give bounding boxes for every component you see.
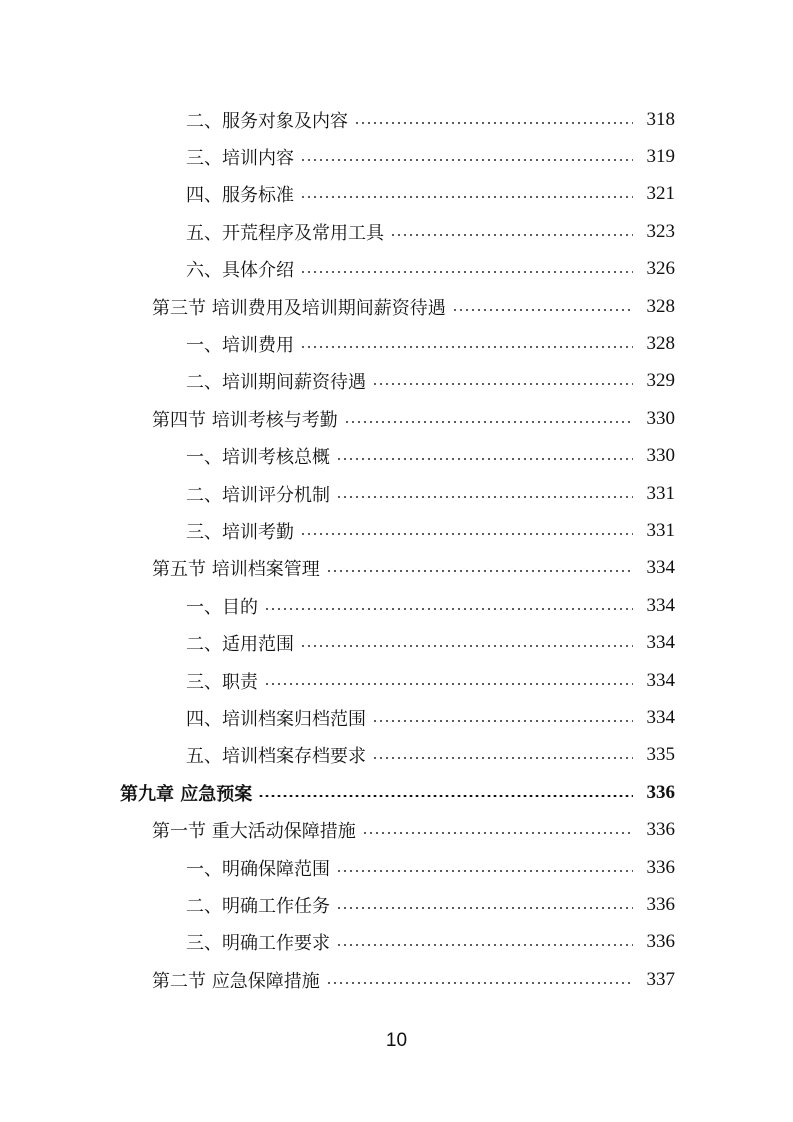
dot-leader [372, 720, 633, 722]
toc-entry[interactable] [0, 138, 793, 175]
toc-entry-label: 一、培训考核总概 [186, 447, 330, 469]
dot-leader [300, 346, 633, 348]
toc-entry-page: 334 [646, 669, 675, 691]
dot-leader [326, 982, 633, 984]
dot-leader [344, 421, 633, 423]
toc-entry-page: 334 [646, 594, 675, 616]
toc-entry[interactable] [0, 624, 793, 661]
dot-leader [326, 570, 633, 572]
dot-leader [264, 608, 633, 610]
toc-entry[interactable] [0, 924, 793, 961]
dot-leader [390, 234, 633, 236]
dot-leader [300, 196, 633, 198]
toc-entry-page: 336 [646, 931, 675, 953]
toc-section-entry[interactable] [0, 961, 793, 998]
toc-section-entry[interactable] [0, 288, 793, 325]
dot-leader [336, 944, 633, 946]
toc-entry[interactable] [0, 475, 793, 512]
toc-entry-label: 二、明确工作任务 [186, 895, 330, 917]
toc-chapter-entry[interactable] [0, 774, 793, 811]
toc-entry[interactable] [0, 587, 793, 624]
toc-entry-label: 五、开荒程序及常用工具 [186, 222, 384, 244]
toc-entry-label: 三、职责 [186, 671, 258, 693]
dot-leader [372, 757, 633, 759]
dot-leader [264, 683, 633, 685]
toc-section-entry[interactable] [0, 811, 793, 848]
dot-leader [354, 122, 633, 124]
toc-entry-page: 331 [646, 482, 675, 504]
toc-entry-label: 第九章 应急预案 [120, 783, 253, 805]
toc-entry[interactable] [0, 363, 793, 400]
toc-entry-page: 337 [646, 968, 675, 990]
toc-entry[interactable] [0, 101, 793, 138]
toc-section-entry[interactable] [0, 550, 793, 587]
dot-leader [300, 533, 633, 535]
toc-entry[interactable] [0, 512, 793, 549]
toc-entry-page: 323 [646, 220, 675, 242]
toc-entry-label: 第一节 重大活动保障措施 [152, 821, 356, 843]
toc-entry-label: 三、明确工作要求 [186, 933, 330, 955]
toc-entry-page: 336 [646, 856, 675, 878]
toc-entry-label: 二、适用范围 [186, 634, 294, 656]
dot-leader [258, 794, 633, 797]
dot-leader [362, 832, 633, 834]
toc-entry-label: 四、培训档案归档范围 [186, 708, 366, 730]
toc-entry-page: 321 [646, 183, 675, 205]
toc-entry-label: 三、培训考勤 [186, 521, 294, 543]
toc-entry-label: 一、培训费用 [186, 335, 294, 357]
dot-leader [336, 496, 633, 498]
toc-entry[interactable] [0, 251, 793, 288]
dot-leader [452, 309, 633, 311]
toc-entry-page: 336 [646, 819, 675, 841]
toc-entry[interactable] [0, 849, 793, 886]
toc-entry-page: 331 [646, 519, 675, 541]
toc-entry-label: 二、培训期间薪资待遇 [186, 372, 366, 394]
dot-leader [300, 159, 633, 161]
table-of-contents [0, 101, 793, 998]
toc-entry-page: 328 [646, 295, 675, 317]
toc-entry-page: 334 [646, 706, 675, 728]
dot-leader [300, 645, 633, 647]
dot-leader [300, 271, 633, 273]
toc-entry-label: 第五节 培训档案管理 [152, 559, 320, 581]
toc-entry-page: 335 [646, 744, 675, 766]
toc-entry-label: 第四节 培训考核与考勤 [152, 409, 338, 431]
toc-entry-page: 330 [646, 407, 675, 429]
toc-entry-label: 二、服务对象及内容 [186, 110, 348, 132]
toc-entry[interactable] [0, 325, 793, 362]
toc-entry-label: 六、具体介绍 [186, 260, 294, 282]
dot-leader [372, 383, 633, 385]
toc-entry-label: 二、培训评分机制 [186, 484, 330, 506]
page-number: 10 [385, 1030, 408, 1051]
toc-entry-label: 第二节 应急保障措施 [152, 970, 320, 992]
toc-entry-page: 336 [646, 781, 675, 803]
toc-entry[interactable] [0, 737, 793, 774]
toc-entry-page: 318 [646, 108, 675, 130]
toc-entry-page: 336 [646, 893, 675, 915]
toc-entry[interactable] [0, 699, 793, 736]
dot-leader [336, 907, 633, 909]
toc-entry-label: 三、培训内容 [186, 148, 294, 170]
toc-entry-page: 334 [646, 632, 675, 654]
toc-entry-label: 五、培训档案存档要求 [186, 746, 366, 768]
toc-entry-label: 一、明确保障范围 [186, 858, 330, 880]
toc-entry-label: 四、服务标准 [186, 185, 294, 207]
toc-entry[interactable] [0, 176, 793, 213]
toc-entry-page: 330 [646, 445, 675, 467]
toc-entry-page: 334 [646, 557, 675, 579]
toc-entry[interactable] [0, 662, 793, 699]
toc-entry-label: 第三节 培训费用及培训期间薪资待遇 [152, 297, 446, 319]
toc-entry-page: 319 [646, 146, 675, 168]
toc-entry[interactable] [0, 886, 793, 923]
toc-entry-page: 326 [646, 258, 675, 280]
toc-entry-page: 328 [646, 333, 675, 355]
toc-entry[interactable] [0, 213, 793, 250]
toc-entry-page: 329 [646, 370, 675, 392]
dot-leader [336, 870, 633, 872]
dot-leader [336, 458, 633, 460]
toc-entry-label: 一、目的 [186, 596, 258, 618]
toc-entry[interactable] [0, 438, 793, 475]
toc-section-entry[interactable] [0, 400, 793, 437]
